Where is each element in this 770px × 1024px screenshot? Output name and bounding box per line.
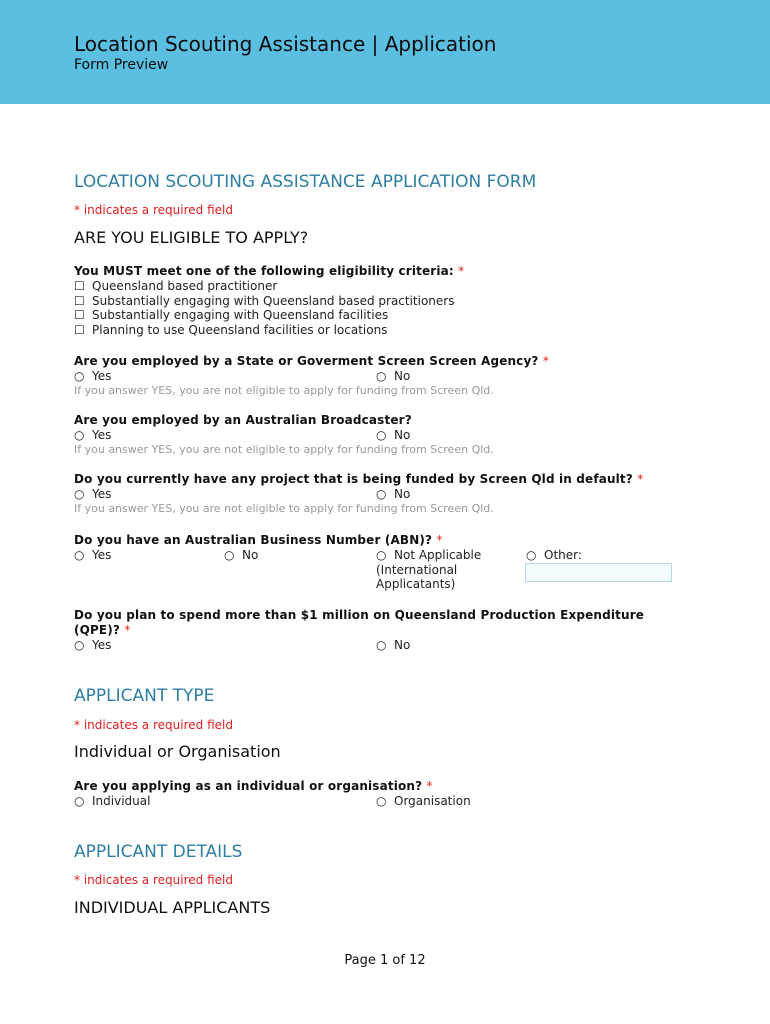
radio-icon[interactable]: ○ [224,548,235,562]
checkbox-icon[interactable]: ☐ [74,293,85,308]
required-note: * indicates a required field [74,718,233,732]
radio-icon[interactable]: ○ [74,794,85,808]
radio-no[interactable]: ○ No [224,548,259,562]
page-title: Location Scouting Assistance | Application [74,32,497,56]
radio-icon[interactable]: ○ [74,548,85,562]
page-number: Page 1 of 12 [344,953,426,968]
radio-icon[interactable]: ○ [376,548,387,562]
form-header [0,0,770,104]
question-abn: Do you have an Australian Business Number (ABN)? * [74,533,443,547]
radio-icon[interactable]: ○ [74,638,85,652]
checkbox-icon[interactable]: ☐ [74,308,85,322]
other-text-input[interactable] [525,563,672,582]
radio-icon[interactable]: ○ [74,487,85,501]
criteria-option[interactable]: ☐ Planning to use Queensland facilities or locations [74,322,388,337]
criteria-option[interactable]: ☐ Substantially engaging with Queensland based practitioners [74,293,455,308]
radio-yes[interactable]: ○ Yes [74,369,112,383]
form-title: LOCATION SCOUTING ASSISTANCE APPLICATION FORM [74,172,537,192]
question-broadcaster: Are you employed by an Australian Broadcaster? [74,413,412,427]
radio-icon[interactable]: ○ [376,638,387,652]
radio-organisation[interactable]: ○ Organisation [376,794,471,808]
radio-individual[interactable]: ○ Individual [74,794,151,808]
radio-icon[interactable]: ○ [376,369,387,383]
checkbox-icon[interactable]: ☐ [74,322,85,337]
radio-icon[interactable]: ○ [74,428,85,442]
required-note: * indicates a required field [74,203,233,217]
applicant-type-heading: Individual or Organisation [74,742,281,761]
hint-text: If you answer YES, you are not eligible to apply for funding from Screen Qld. [74,443,494,456]
radio-icon[interactable]: ○ [526,548,537,562]
page-subtitle: Form Preview [74,57,169,73]
hint-text: If you answer YES, you are not eligible to apply for funding from Screen Qld. [74,384,494,397]
applicant-details-title: APPLICANT DETAILS [74,842,243,862]
radio-icon[interactable]: ○ [74,369,85,383]
eligibility-heading: ARE YOU ELIGIBLE TO APPLY? [74,228,309,247]
question-qpe: Do you plan to spend more than $1 million on Queensland Production Expenditure (QPE)? * [74,608,645,637]
criteria-option[interactable]: ☐ Queensland based practitioner [74,279,278,293]
criteria-list [74,279,454,337]
radio-other[interactable]: ○ Other: [526,548,582,562]
individual-applicants-heading: INDIVIDUAL APPLICANTS [74,898,271,917]
radio-icon[interactable]: ○ [376,428,387,442]
radio-yes[interactable]: ○ Yes [74,638,112,652]
question-applicant-type: Are you applying as an individual or organisation? * [74,779,433,793]
radio-no[interactable]: ○ No [376,428,411,442]
criteria-option[interactable]: ☐ Substantially engaging with Queensland facilities [74,308,389,322]
radio-yes[interactable]: ○ Yes [74,487,112,501]
radio-no[interactable]: ○ No [376,638,411,652]
radio-no[interactable]: ○ No [376,487,411,501]
question-default: Do you currently have any project that is being funded by Screen Qld in default? * [74,472,644,486]
radio-yes[interactable]: ○ Yes [74,548,112,562]
question-state-agency: Are you employed by a State or Goverment Screen Screen Agency? * [74,354,550,368]
radio-yes[interactable]: ○ Yes [74,428,112,442]
checkbox-icon[interactable]: ☐ [74,279,85,293]
applicant-type-title: APPLICANT TYPE [74,686,215,706]
radio-icon[interactable]: ○ [376,794,387,808]
radio-no[interactable]: ○ No [376,369,411,383]
criteria-question: You MUST meet one of the following eligibility criteria: * [74,264,465,278]
hint-text: If you answer YES, you are not eligible to apply for funding from Screen Qld. [74,502,494,515]
required-note: * indicates a required field [74,873,233,887]
radio-icon[interactable]: ○ [376,487,387,501]
radio-not-applicable[interactable]: ○ Not Applicable (International Applicatants) [376,548,482,591]
